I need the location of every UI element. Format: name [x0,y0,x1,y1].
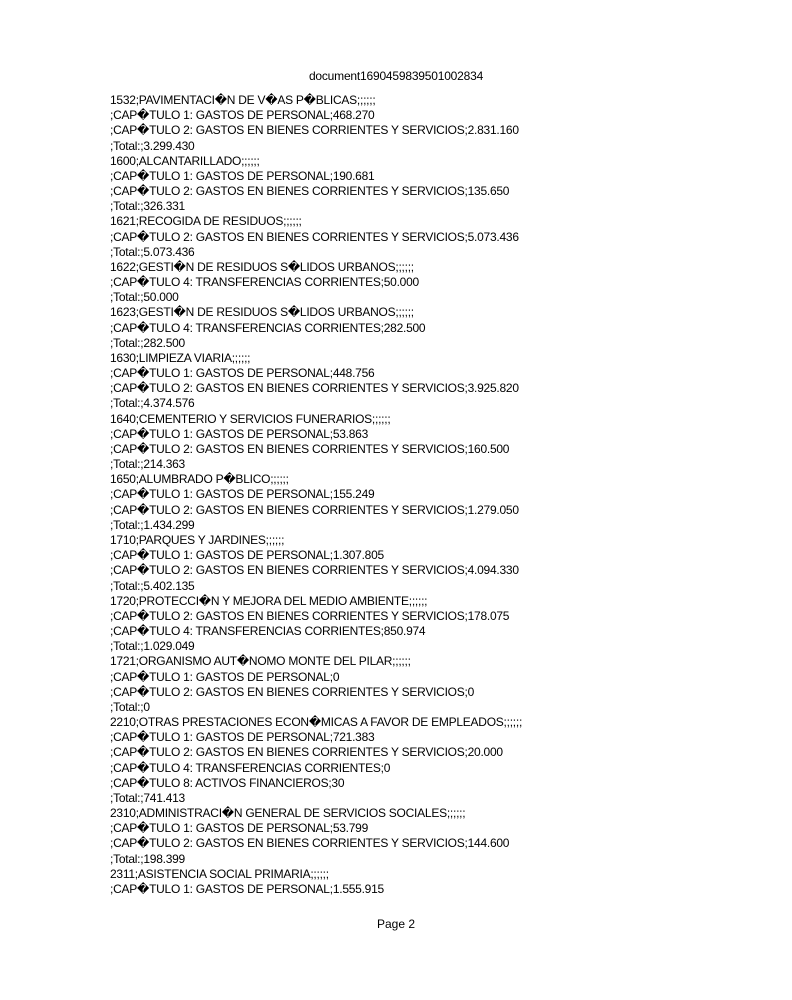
document-body [110,93,770,897]
document-line: 2310;ADMINISTRACI�N GENERAL DE SERVICIOS SOCIALES;;;;;; [110,806,466,821]
document-line: ;CAP�TULO 4: TRANSFERENCIAS CORRIENTES;282.500 [110,320,426,335]
document-line: ;CAP�TULO 2: GASTOS EN BIENES CORRIENTES Y SERVICIOS;1.279.050 [110,502,519,517]
document-line: ;Total:;741.413 [110,790,185,805]
document-line: ;CAP�TULO 2: GASTOS EN BIENES CORRIENTES Y SERVICIOS;3.925.820 [110,381,519,396]
document-line: ;CAP�TULO 1: GASTOS DE PERSONAL;53.799 [110,821,369,836]
document-line: ;Total:;50.000 [110,290,179,305]
document-line: ;Total:;0 [110,699,150,714]
document-line: ;CAP�TULO 2: GASTOS EN BIENES CORRIENTES Y SERVICIOS;20.000 [110,745,503,760]
document-line: 1720;PROTECCI�N Y MEJORA DEL MEDIO AMBIENTE;;;;;; [110,593,428,608]
document-line: ;Total:;5.402.135 [110,578,195,593]
document-line: ;Total:;326.331 [110,199,185,214]
document-line: ;Total:;1.434.299 [110,517,195,532]
document-line: ;Total:;1.029.049 [110,639,195,654]
document-line: ;CAP�TULO 4: TRANSFERENCIAS CORRIENTES;0 [110,760,391,775]
document-line: ;CAP�TULO 1: GASTOS DE PERSONAL;721.383 [110,730,375,745]
document-line: ;CAP�TULO 1: GASTOS DE PERSONAL;1.555.915 [110,881,384,896]
document-line: ;Total:;282.500 [110,335,185,350]
document-line: 1622;GESTI�N DE RESIDUOS S�LIDOS URBANOS;;;;;; [110,259,414,274]
document-line: ;CAP�TULO 2: GASTOS EN BIENES CORRIENTES Y SERVICIOS;2.831.160 [110,123,519,138]
document-line: ;Total:;3.299.430 [110,138,195,153]
document-line: ;CAP�TULO 2: GASTOS EN BIENES CORRIENTES Y SERVICIOS;144.600 [110,836,510,851]
document-line: ;CAP�TULO 2: GASTOS EN BIENES CORRIENTES Y SERVICIOS;160.500 [110,441,510,456]
document-line: 1623;GESTI�N DE RESIDUOS S�LIDOS URBANOS;;;;;; [110,305,414,320]
document-line: ;CAP�TULO 1: GASTOS DE PERSONAL;0 [110,669,340,684]
document-line: ;CAP�TULO 2: GASTOS EN BIENES CORRIENTES Y SERVICIOS;4.094.330 [110,563,519,578]
document-line: 1600;ALCANTARILLADO;;;;;; [110,153,260,168]
document-line: ;Total:;198.399 [110,851,185,866]
document-line: ;CAP�TULO 2: GASTOS EN BIENES CORRIENTES Y SERVICIOS;0 [110,684,475,699]
document-line: 2210;OTRAS PRESTACIONES ECON�MICAS A FAVOR DE EMPLEADOS;;;;;; [110,715,523,730]
document-line: ;CAP�TULO 1: GASTOS DE PERSONAL;53.863 [110,426,369,441]
document-line: ;CAP�TULO 2: GASTOS EN BIENES CORRIENTES Y SERVICIOS;178.075 [110,608,510,623]
document-line: ;CAP�TULO 1: GASTOS DE PERSONAL;190.681 [110,168,375,183]
page-number: Page 2 [376,917,416,931]
document-line: ;Total:;214.363 [110,457,185,472]
document-line: ;CAP�TULO 4: TRANSFERENCIAS CORRIENTES;850.974 [110,624,426,639]
document-line: 1650;ALUMBRADO P�BLICO;;;;;; [110,472,289,487]
document-line: 1710;PARQUES Y JARDINES;;;;;; [110,532,285,547]
document-line: 1640;CEMENTERIO Y SERVICIOS FUNERARIOS;;;;;; [110,411,391,426]
document-line: 2311;ASISTENCIA SOCIAL PRIMARIA;;;;;; [110,866,329,881]
document-line: ;CAP�TULO 1: GASTOS DE PERSONAL;1.307.805 [110,548,384,563]
document-line: ;CAP�TULO 1: GASTOS DE PERSONAL;448.756 [110,366,375,381]
document-line: 1621;RECOGIDA DE RESIDUOS;;;;;; [110,214,302,229]
document-line: ;Total:;5.073.436 [110,244,195,259]
document-line: 1532;PAVIMENTACI�N DE V�AS P�BLICAS;;;;;; [110,93,376,107]
document-line: ;CAP�TULO 1: GASTOS DE PERSONAL;468.270 [110,108,375,123]
document-line: ;CAP�TULO 2: GASTOS EN BIENES CORRIENTES Y SERVICIOS;135.650 [110,184,510,199]
document-line: ;CAP�TULO 8: ACTIVOS FINANCIEROS;30 [110,775,345,790]
document-line: 1630;LIMPIEZA VIARIA;;;;;; [110,350,251,365]
document-line: ;CAP�TULO 4: TRANSFERENCIAS CORRIENTES;50.000 [110,275,419,290]
document-line: ;CAP�TULO 2: GASTOS EN BIENES CORRIENTES Y SERVICIOS;5.073.436 [110,229,519,244]
document-line: ;CAP�TULO 1: GASTOS DE PERSONAL;155.249 [110,487,375,502]
document-line: ;Total:;4.374.576 [110,396,195,411]
document-title: document1690459839501002834 [308,69,484,83]
document-line: 1721;ORGANISMO AUT�NOMO MONTE DEL PILAR;;;;;; [110,654,411,669]
